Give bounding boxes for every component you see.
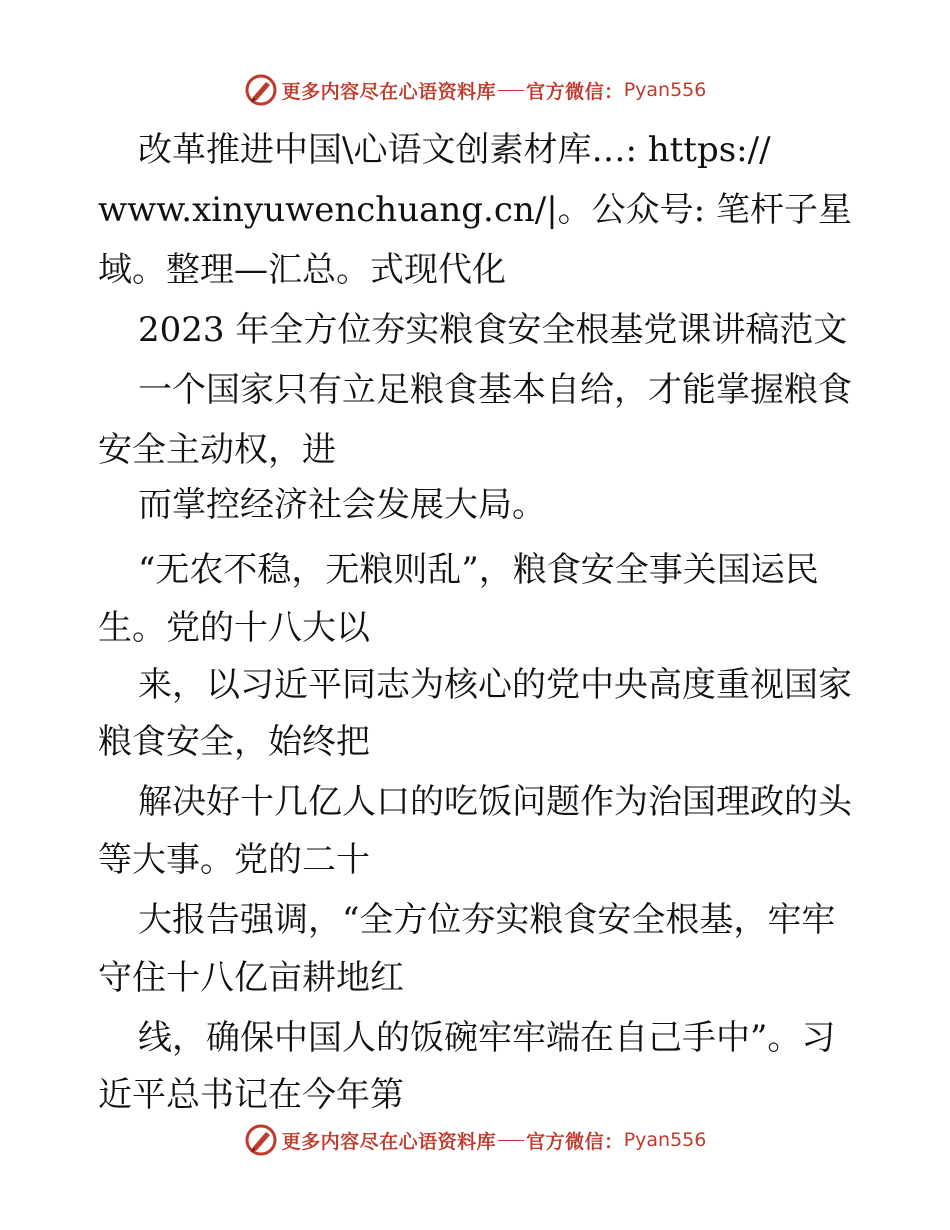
text-line: 大报告强调，“全方位夯实粮食安全根基，牢牢 — [138, 900, 836, 940]
text-line: 安全主动权，进 — [98, 430, 336, 470]
text-line: 来，以习近平同志为核心的党中央高度重视国家 — [138, 665, 852, 705]
text-line: 解决好十几亿人口的吃饭问题作为治国理政的头 — [138, 782, 852, 822]
banner-wechat-id: Pyan556 — [623, 79, 707, 101]
text-line: 线，确保中国人的饭碗牢牢端在自己手中”。习 — [138, 1018, 836, 1058]
text-line: 而掌控经济社会发展大局。 — [138, 485, 546, 525]
text-line: “无农不稳，无粮则乱”，粮食安全事关国运民 — [138, 550, 819, 590]
banner-wechat-id: Pyan556 — [623, 1129, 707, 1151]
text-line: 守住十八亿亩耕地红 — [98, 958, 404, 998]
document-title: 2023 年全方位夯实粮食安全根基党课讲稿范文 — [138, 310, 848, 350]
text-line: www.xinyuwenchuang.cn/|。公众号: 笔杆子星 — [98, 190, 852, 230]
banner-wechat-label: 官方微信： — [526, 1130, 624, 1153]
banner-wechat-label: 官方微信： — [526, 80, 624, 103]
header-banner — [0, 70, 950, 110]
text-line: 一个国家只有立足粮食基本自给，才能掌握粮食 — [138, 370, 852, 410]
banner-title: 更多内容尽在心语资料库 — [281, 1130, 497, 1153]
text-line: 等大事。党的二十 — [98, 840, 370, 880]
banner-divider — [498, 90, 524, 91]
text-line: 粮食安全，始终把 — [98, 722, 370, 762]
text-line: 生。党的十八大以 — [98, 608, 370, 648]
logo-icon — [244, 1123, 278, 1157]
banner-title: 更多内容尽在心语资料库 — [281, 80, 497, 103]
text-line: 改革推进中国\心语文创素材库…: https:// — [138, 130, 771, 170]
banner-divider — [498, 1140, 524, 1141]
logo-icon — [244, 73, 278, 107]
text-line: 域。整理—汇总。式现代化 — [98, 250, 506, 290]
footer-banner — [0, 1120, 950, 1160]
text-line: 近平总书记在今年第 — [98, 1075, 404, 1115]
